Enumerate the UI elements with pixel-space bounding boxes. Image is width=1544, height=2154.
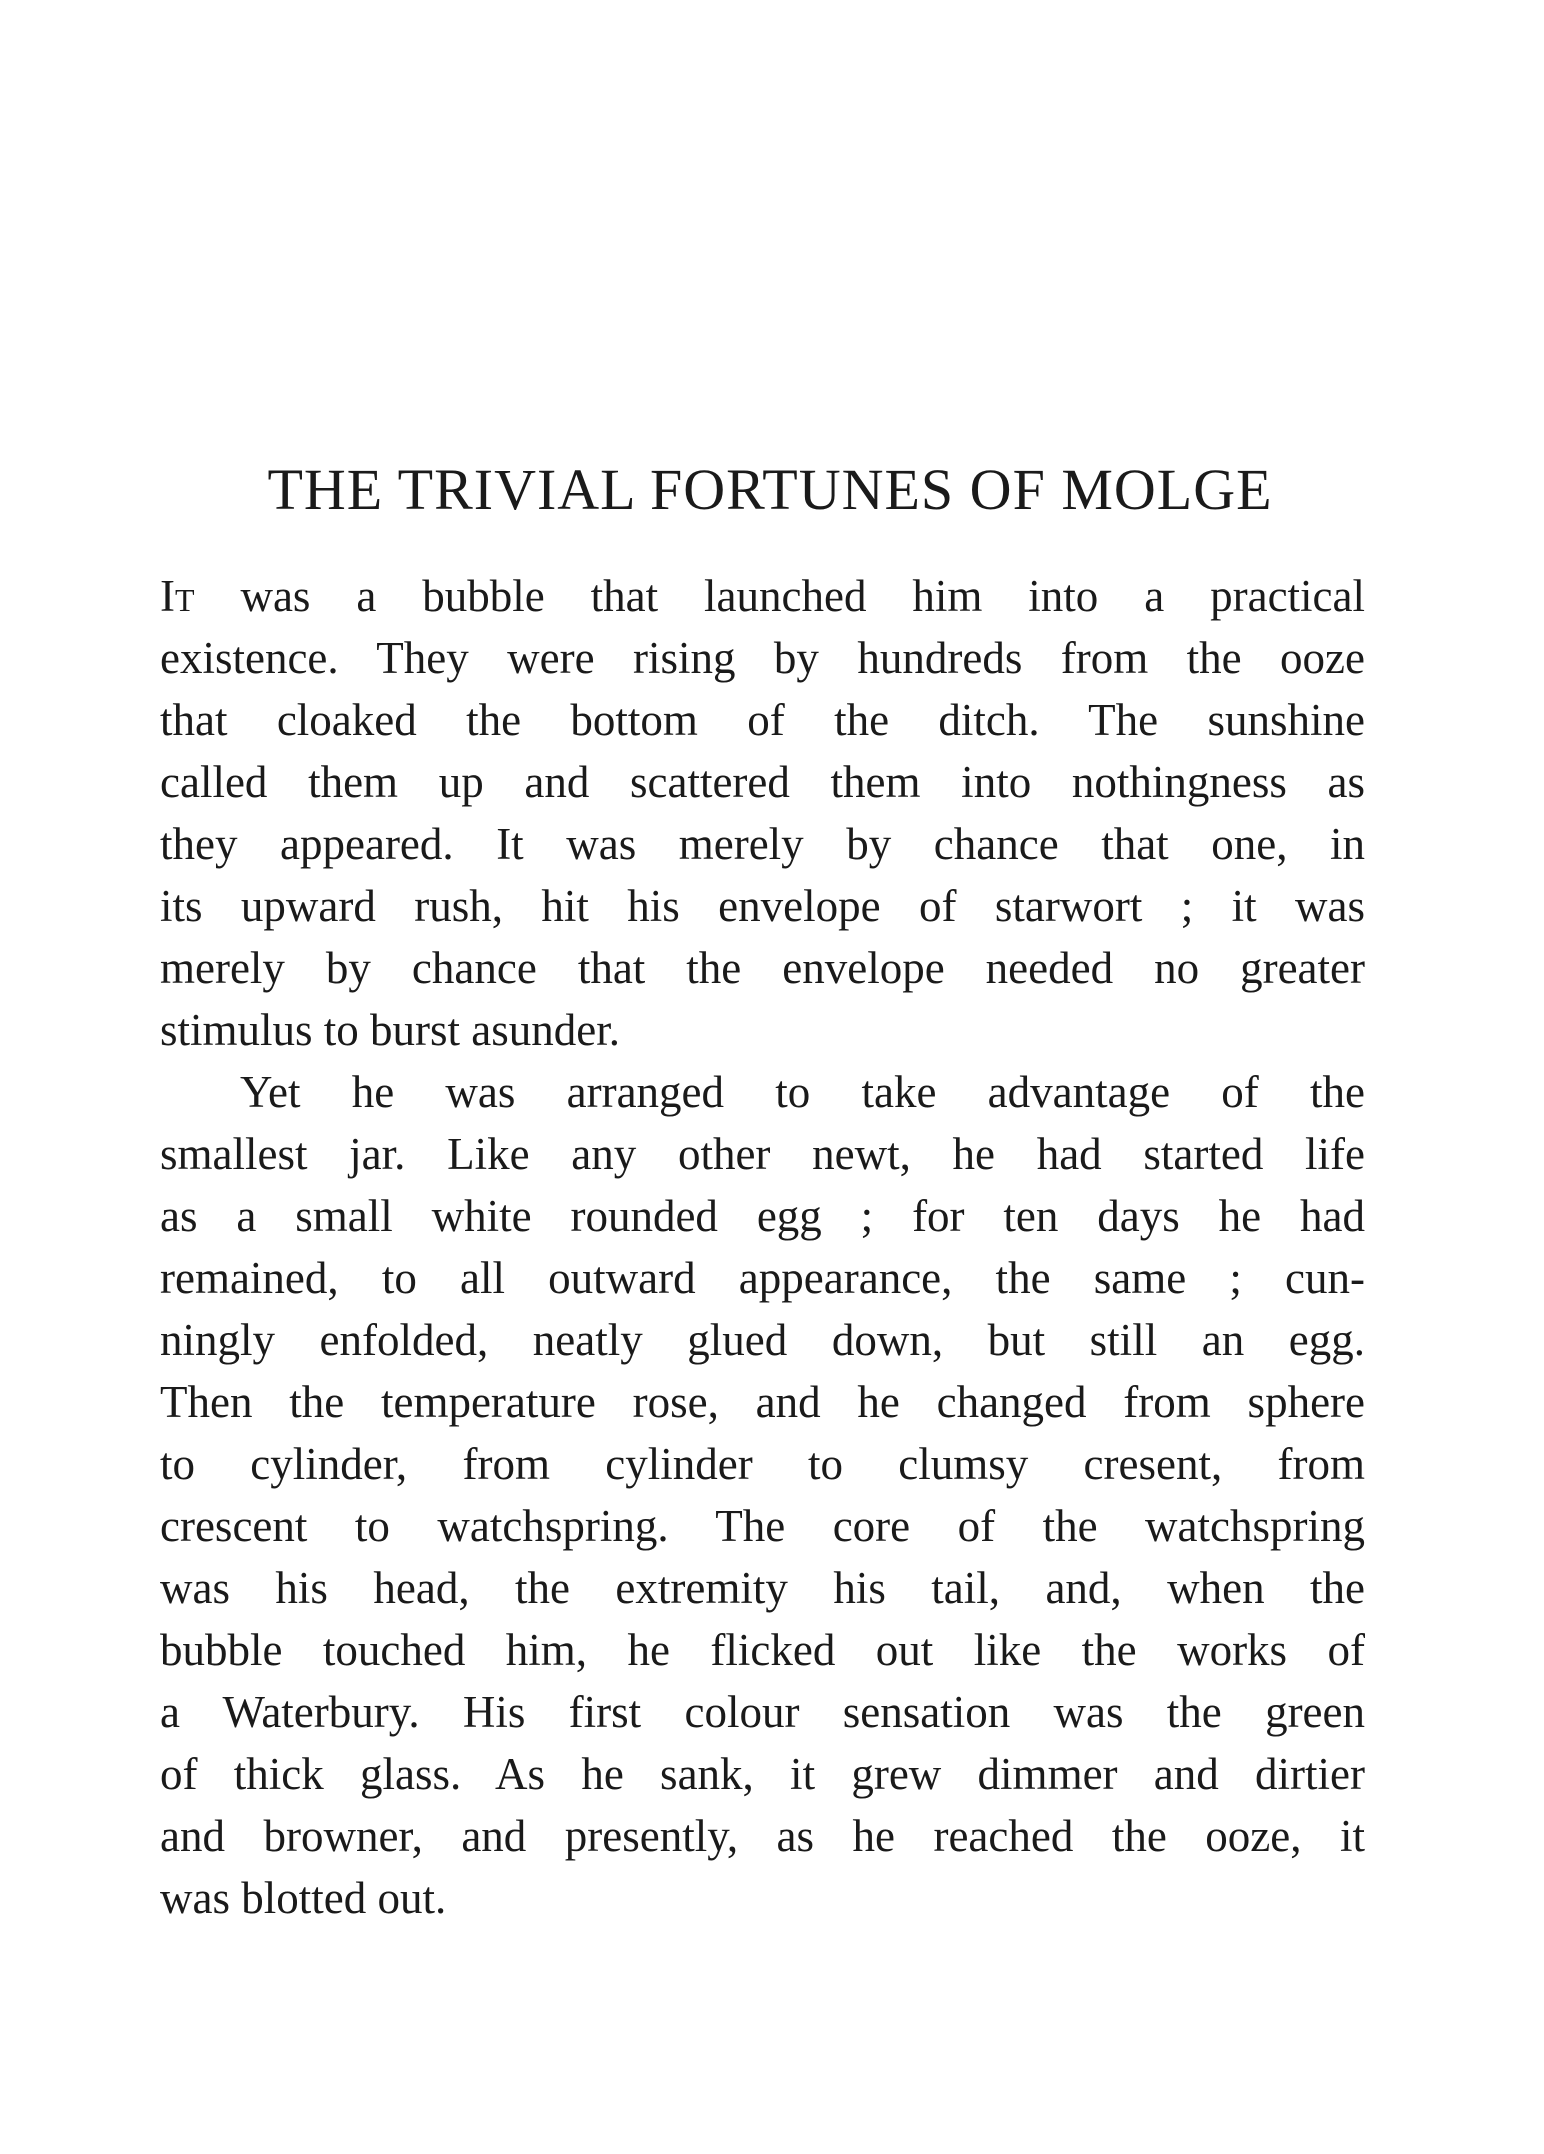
text-line: they appeared. It was merely by chance that one, in <box>160 819 1365 869</box>
text-line: Then the temperature rose, and he changed from sphere <box>160 1377 1365 1427</box>
text-line: was his head, the extremity his tail, and, when the <box>160 1563 1365 1613</box>
text-line: It was a bubble that launched him into a practical <box>160 571 1365 621</box>
text-line: remained, to all outward appearance, the same ; cun- <box>160 1253 1365 1303</box>
paragraph-1 <box>160 565 1365 1061</box>
text-line: existence. They were rising by hundreds from the ooze <box>160 633 1365 683</box>
paragraph-2 <box>160 1061 1365 1929</box>
text-line: stimulus to burst asunder. <box>160 1005 620 1055</box>
text-line: of thick glass. As he sank, it grew dimmer and dirtier <box>160 1749 1365 1799</box>
chapter-title: THE TRIVIAL FORTUNES OF MOLGE <box>267 457 1273 522</box>
text-line: as a small white rounded egg ; for ten days he had <box>160 1191 1365 1241</box>
body-text <box>160 565 1365 1929</box>
text-line: its upward rush, hit his envelope of starwort ; it was <box>160 881 1365 931</box>
text-line: merely by chance that the envelope needed no greater <box>160 943 1365 993</box>
text-line: to cylinder, from cylinder to clumsy cresent, from <box>160 1439 1365 1489</box>
text-line: Yet he was arranged to take advantage of the <box>240 1067 1365 1117</box>
text-line: crescent to watchspring. The core of the watchspring <box>160 1501 1365 1551</box>
text-line: that cloaked the bottom of the ditch. The sunshine <box>160 695 1365 745</box>
text-line: smallest jar. Like any other newt, he had started life <box>160 1129 1365 1179</box>
text-line: ningly enfolded, neatly glued down, but still an egg. <box>160 1315 1365 1365</box>
text-line: called them up and scattered them into nothingness as <box>160 757 1365 807</box>
dropcap-word: It <box>160 571 195 621</box>
text-line: was blotted out. <box>160 1873 447 1923</box>
text-line: bubble touched him, he flicked out like the works of <box>160 1625 1365 1675</box>
text-line: and browner, and presently, as he reached the ooze, it <box>160 1811 1365 1861</box>
text-line: a Waterbury. His first colour sensation was the green <box>160 1687 1365 1737</box>
